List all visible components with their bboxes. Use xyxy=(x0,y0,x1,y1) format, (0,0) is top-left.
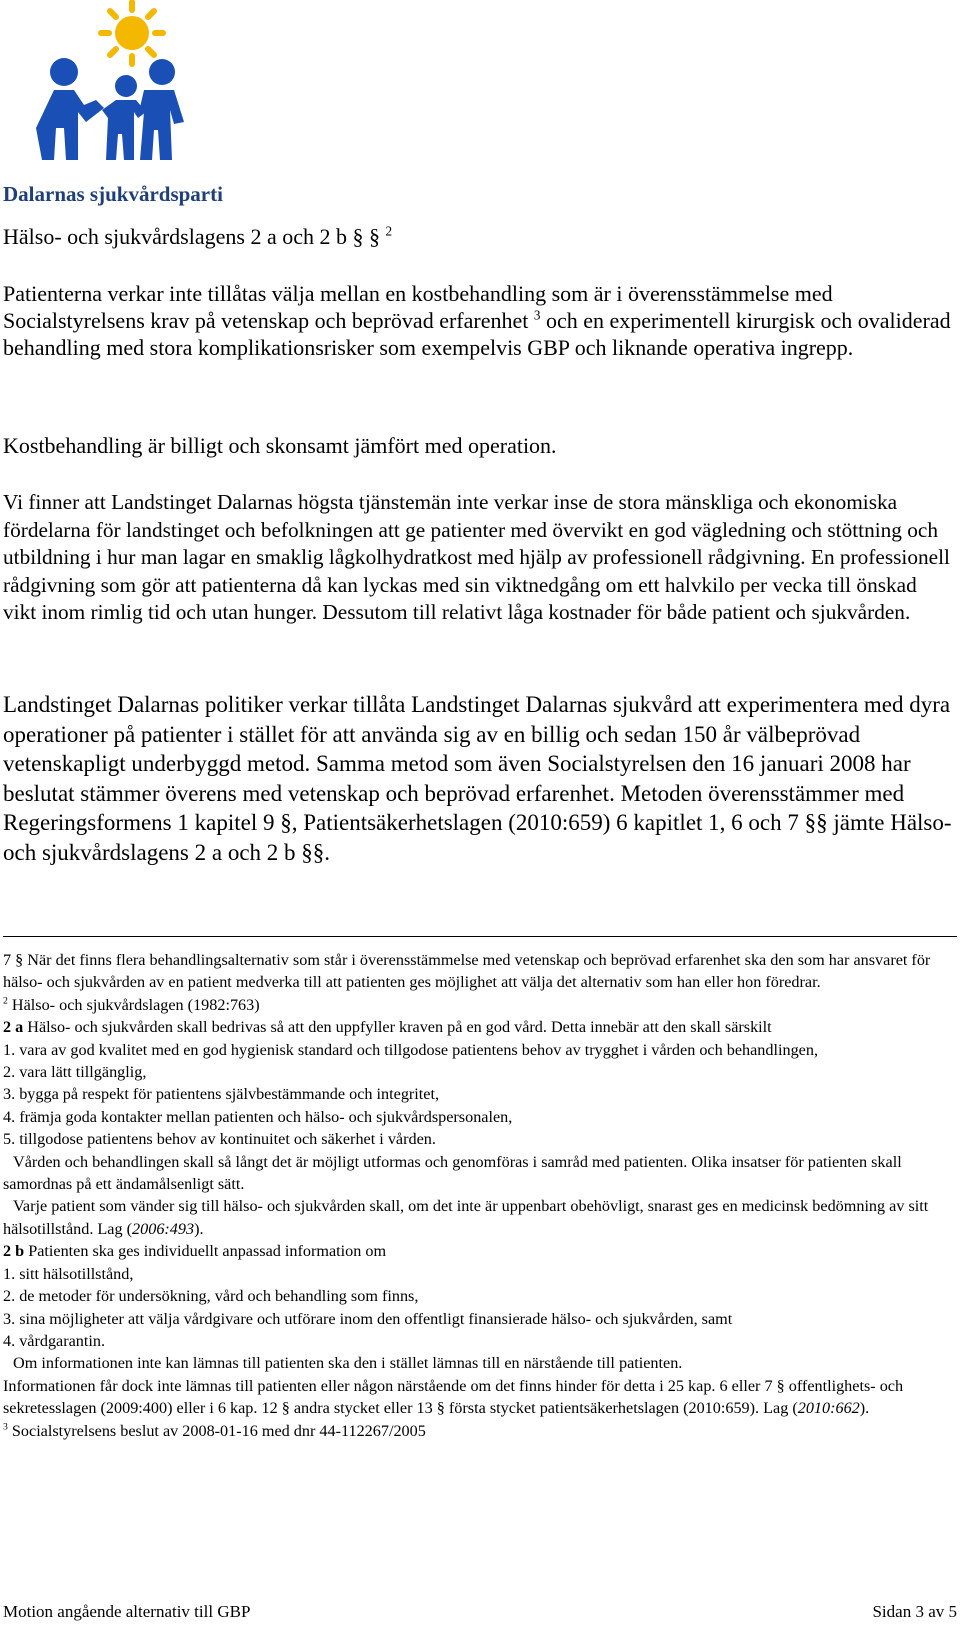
section-sign-icon: § § xyxy=(352,224,380,249)
section-2a-paragraph-3: Varje patient som vänder sig till hälso- och sjukvården skall, om det inte är uppenbart obehövligt, snarast ges en medicinsk bedömning av sitt hälsotillstånd. Lag (2006:493). xyxy=(3,1197,929,1238)
list-item: 5. tillgodose patientens behov av kontinuitet och säkerhet i vården. xyxy=(3,1130,436,1149)
list-item: 1. sitt hälsotillstånd, xyxy=(3,1264,134,1283)
list-item: 2. de metoder för undersökning, vård och behandling som finns, xyxy=(3,1287,419,1306)
paragraph-4: Landstinget Dalarnas politiker verkar tillåta Landstinget Dalarnas sjukvård att experimentera med dyra operationer på patienter i stället för att använda sig av en billig och sedan 150 år välbeprövad vetenskapligt underbyggd metod. Samma metod som även Socialstyrelsen den 16 januari 2008 har beslutat stämmer överens med vetenskap och beprövad erfarenhet. Metoden överensstämmer med Regeringsformens 1 kapitel 9 §, Patientsäkerhetslagen (2010:659) 6 kapitlet 1, 6 och 7 §§ jämte Hälso- och sjukvårdslagens 2 a och 2 b §§. xyxy=(3,692,952,865)
paragraph-3: Vi finner att Landstinget Dalarnas högsta tjänstemän inte verkar inse de stora mänskliga och ekonomiska fördelarna för landstinget och befolkningen att ge patienter med övervikt en god vägledning och stöttning och utbildning i hur man lagar en smaklig lågkolhydratkost med hjälp av professionell rådgivning. En professionell rådgivning som gör att patienterna då kan lyckas med sin viktnedgång om ett halvkilo per vecka till önskad vikt inom rimlig tid och utan hunger. Dessutom till relativt låga kostnader för både patient och sjukvården. xyxy=(3,490,950,624)
page-number: Sidan 3 av 5 xyxy=(872,1602,957,1621)
paragraph-1: Patienterna verkar inte tillåtas välja mellan en kostbehandling som är i överensstämmelse med Socialstyrelsens krav på vetenskap och beprövad erfarenhet $^3$ och en experimentell kirurgisk och ovaliderad behandling med stora komplikationsrisker som exempelvis GBP och liknande operativa ingrepp. xyxy=(3,281,951,360)
footnotes xyxy=(3,949,955,1442)
section-2b: 2 b Patienten ska ges individuellt anpassad information om xyxy=(3,1242,387,1261)
footer-title: Motion angående alternativ till GBP xyxy=(3,1602,251,1621)
list-item: 4. vårdgarantin. xyxy=(3,1331,106,1350)
family-sun-logo xyxy=(34,0,184,160)
section-heading xyxy=(3,224,392,250)
section-2b-paragraph-3: Informationen får dock inte lämnas till patienten eller någon närstående om det finns hinder för detta i 25 kap. 6 eller 7 § offentlighets- och sekretesslagen (2009:400) eller i 6 kap. 12 § andra stycket eller 13 § första stycket patientsäkerhetslagen (2010:659). Lag (2010:662). xyxy=(3,1376,904,1418)
section-2b-paragraph-2: Om informationen inte kan lämnas till patienten ska den i stället lämnas till en närstående till patienten. xyxy=(13,1354,683,1373)
list-item: 2. vara lätt tillgänglig, xyxy=(3,1063,147,1082)
list-item: 1. vara av god kvalitet med en god hygienisk standard och tillgodose patientens behov av trygghet i vården och behandlingen, xyxy=(3,1040,819,1059)
footnote-divider xyxy=(3,936,957,937)
list-item: 4. främja goda kontakter mellan patienten och hälso- och sjukvårdspersonalen, xyxy=(3,1107,513,1126)
section-2a-paragraph-2: Vården och behandlingen skall så långt det är möjligt utformas och genomföras i samråd med patienten. Olika insatser för patienten skall samordnas på ett ändamålsenligt sätt. xyxy=(3,1152,902,1194)
footnote-3: $^3$ Socialstyrelsens beslut av 2008-01-16 med dnr 44-112267/2005 xyxy=(3,1421,426,1440)
footnote-2-title: $^2$ Hälso- och sjukvårdslagen (1982:763) xyxy=(3,995,260,1014)
footnote-7: 7 § När det finns flera behandlingsalternativ som står i överensstämmelse med vetenskap och beprövad erfarenhet ska den som har ansvaret för hälso- och sjukvården av en patient medverka till att patienten ges möjlighet att välja det alternativ som han eller hon föredrar. xyxy=(3,951,931,992)
heading-text: Hälso- och sjukvårdslagens 2 a och 2 b xyxy=(3,224,347,249)
paragraph-2: Kostbehandling är billigt och skonsamt jämfört med operation. xyxy=(3,433,557,458)
list-item: 3. sina möjligheter att välja vårdgivare och utförare inom den offentligt finansierade hälso- och sjukvården, samt xyxy=(3,1309,733,1328)
list-item: 3. bygga på respekt för patientens självbestämmande och integritet, xyxy=(3,1085,440,1104)
family-icon xyxy=(36,58,184,160)
org-name: Dalarnas sjukvårdsparti xyxy=(3,182,223,206)
section-2a: 2 a Hälso- och sjukvården skall bedrivas så att den uppfyller kraven på en god vård. Detta innebär att den skall särskilt xyxy=(3,1018,772,1037)
sun-icon xyxy=(101,2,163,64)
footnote-ref-2: 2 xyxy=(385,223,393,239)
footnote-ref-3: 3 xyxy=(533,307,541,323)
